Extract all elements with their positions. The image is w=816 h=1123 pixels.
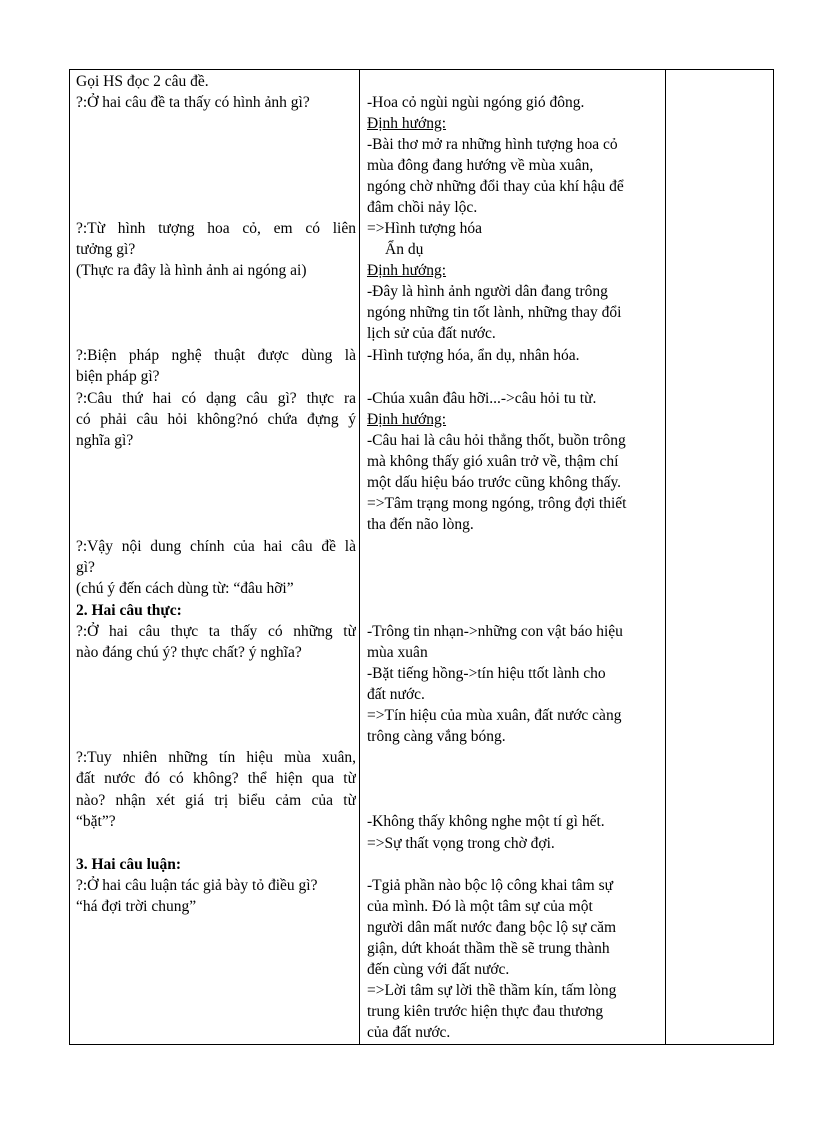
section-heading: 2. Hai câu thực: (76, 602, 182, 619)
guidance-label: Định hướng: (367, 262, 447, 279)
answer-line: -Trông tin nhạn->những con vật báo hiệu (367, 623, 623, 640)
answer-line: =>Tín hiệu của mùa xuân, đất nước càng (367, 707, 622, 724)
notes-column (666, 70, 773, 1044)
answer-line: lịch sử của đất nước. (367, 325, 496, 342)
answer-line: -Bặt tiếng hồng->tín hiệu ttốt lành cho (367, 665, 606, 682)
answer-line: =>Hình tượng hóa (367, 220, 483, 237)
answer-line: -Hoa cỏ ngùi ngùi ngóng gió đông. (367, 94, 585, 111)
answer-line: mùa xuân (367, 644, 428, 661)
section-heading: 3. Hai câu luận: (76, 856, 182, 873)
answer-line: ngóng chờ những đổi thay của khí hậu để (367, 178, 624, 195)
answer-line: -Bài thơ mở ra những hình tượng hoa cỏ (367, 136, 618, 153)
text-line: Gọi HS đọc 2 câu đề. (76, 73, 209, 90)
question-line: ?:Tuy nhiên những tín hiệu mùa xuân, (76, 749, 356, 766)
question-line: (Thực ra đây là hình ảnh ai ngóng ai) (76, 262, 307, 279)
question-line: ?:Từ hình tượng hoa cỏ, em có liên (76, 220, 356, 237)
question-line: nào? nhận xét giá trị biểu cảm của từ (76, 792, 356, 809)
answer-line: giận, dứt khoát thầm thề sẽ trung thành (367, 940, 610, 957)
question-line: tưởng gì? (76, 241, 136, 258)
answer-line: -Câu hai là câu hỏi thẳng thốt, buồn trông (367, 432, 626, 449)
question-line: ?:Biện pháp nghệ thuật được dùng là (76, 347, 356, 364)
guidance-label: Định hướng: (367, 115, 447, 132)
question-line: “há đợi trời chung” (76, 898, 197, 915)
guidance-label: Định hướng: (367, 411, 447, 428)
question-line: ?:Vậy nội dung chính của hai câu đề là (76, 538, 356, 555)
answer-line: -Tgiả phần nào bộc lộ công khai tâm sự (367, 877, 614, 894)
question-line: ?:Ở hai câu đề ta thấy có hình ảnh gì? (76, 94, 310, 111)
answer-line: =>Tâm trạng mong ngóng, trông đợi thiết (367, 495, 627, 512)
answer-line: một dấu hiệu báo trước cũng không thấy. (367, 474, 622, 491)
answer-line: tha đến não lòng. (367, 516, 474, 533)
answer-line: của đất nước. (367, 1024, 451, 1041)
lesson-table (69, 69, 774, 1045)
question-line: có phải câu hỏi không?nó chứa đựng ý (76, 411, 356, 428)
answer-line: -Hình tượng hóa, ẩn dụ, nhân hóa. (367, 347, 580, 364)
answer-line: đâm chồi nảy lộc. (367, 199, 478, 216)
answer-line: của mình. Đó là một tâm sự của một (367, 898, 593, 915)
answer-line: trung kiên trước hiện thực đau thương (367, 1003, 604, 1020)
question-line: nào đáng chú ý? thực chất? ý nghĩa? (76, 644, 302, 661)
question-line: gì? (76, 559, 95, 576)
answer-line: =>Sự thất vọng trong chờ đợi. (367, 835, 555, 852)
question-line: “bặt”? (76, 813, 116, 830)
answer-line: -Đây là hình ảnh người dân đang trông (367, 283, 608, 300)
question-line: ?:Câu thứ hai có dạng câu gì? thực ra (76, 390, 356, 407)
answer-line: trông càng vắng bóng. (367, 728, 506, 745)
answer-line: đất nước. (367, 686, 425, 703)
question-line: ?:Ở hai câu thực ta thấy có những từ (76, 623, 356, 640)
answer-line: đến cùng với đất nước. (367, 961, 510, 978)
question-line: nghĩa gì? (76, 432, 134, 449)
answer-line: =>Lời tâm sự lời thề thầm kín, tấm lòng (367, 982, 617, 999)
question-line: biện pháp gì? (76, 368, 160, 385)
answer-line: mà không thấy gió xuân trở về, thậm chí (367, 453, 619, 470)
answer-line: -Chúa xuân đâu hỡi...->câu hỏi tu từ. (367, 390, 597, 407)
column-divider-1 (359, 70, 360, 1044)
answer-line: mùa đông đang hướng về mùa xuân, (367, 157, 594, 174)
question-line: (chú ý đến cách dùng từ: “đâu hỡi” (76, 580, 294, 597)
answer-line: người dân mất nước đang bộc lộ sự căm (367, 919, 617, 936)
answer-line: Ẩn dụ (385, 241, 424, 258)
answer-line: -Không thấy không nghe một tí gì hết. (367, 813, 605, 830)
answer-line: ngóng những tin tốt lành, những thay đổi (367, 304, 622, 321)
question-line: đất nước đó có không? thể hiện qua từ (76, 770, 356, 787)
question-line: ?:Ở hai câu luận tác giả bày tỏ điều gì? (76, 877, 318, 894)
